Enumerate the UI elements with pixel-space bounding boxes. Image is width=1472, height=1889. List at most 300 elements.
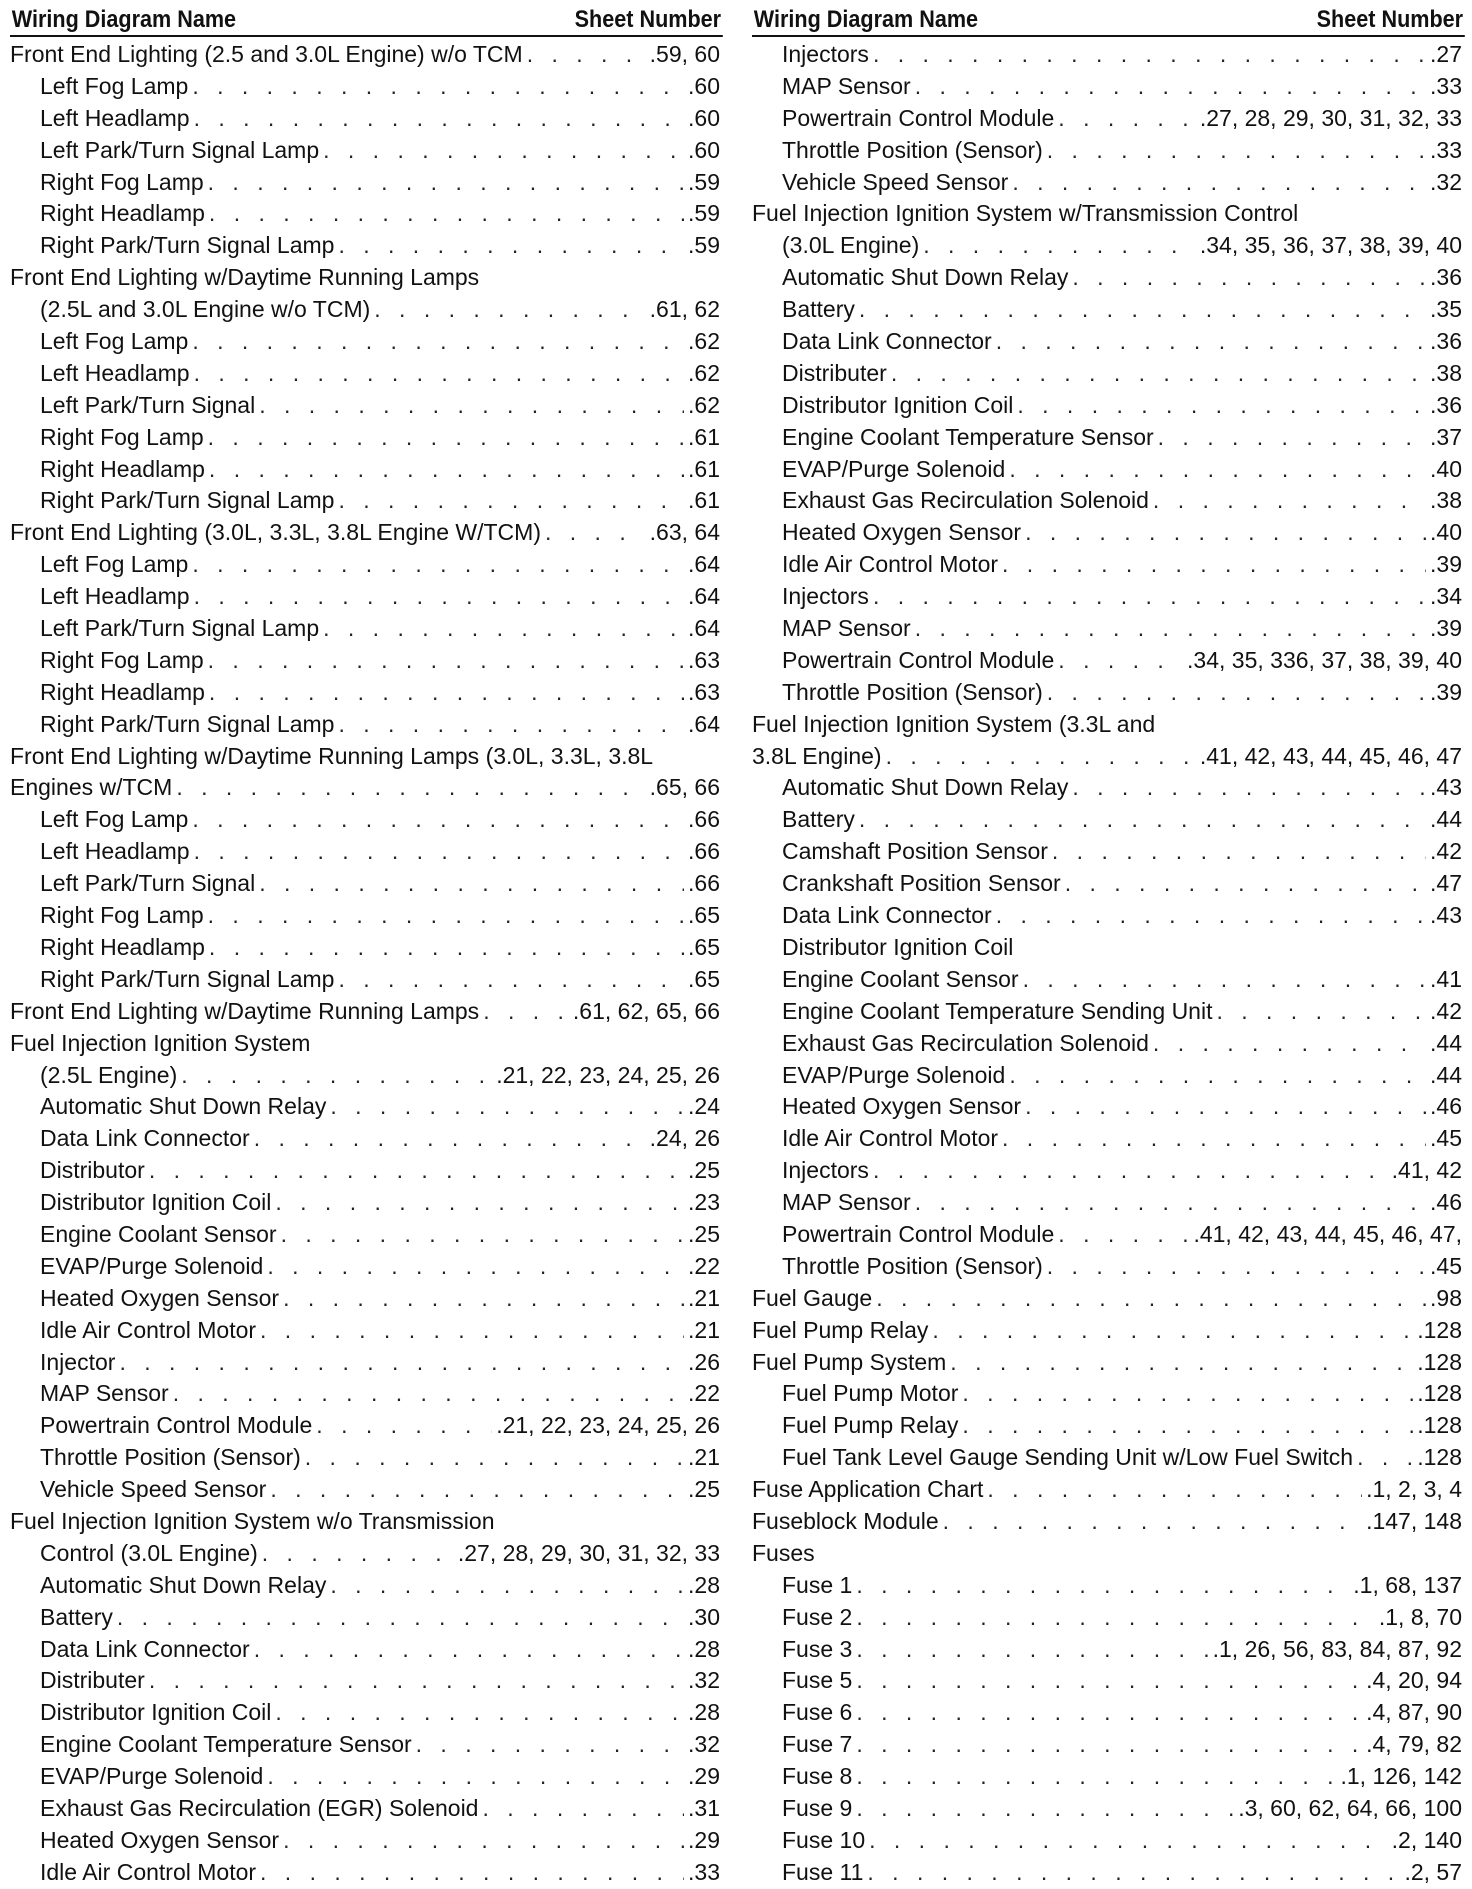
entry-name: EVAP/Purge Solenoid [40, 1252, 264, 1279]
entry-sheet-number: .28 [688, 1571, 720, 1598]
entry-name: Distributor Ignition Coil [782, 391, 1014, 418]
index-subentry [10, 1793, 720, 1825]
entry-sheet-number: .28 [688, 1699, 720, 1726]
dot-leader [873, 581, 1426, 613]
entry-name: Exhaust Gas Recirculation (EGR) Solenoid [40, 1794, 479, 1821]
dot-leader [330, 1091, 684, 1123]
index-subentry [10, 677, 720, 709]
entry-sheet-number: .65 [688, 902, 720, 929]
dot-leader [176, 772, 645, 804]
entry-sheet-number: .128 [1417, 1412, 1462, 1439]
entry-name: Front End Lighting w/Daytime Running Lamps (3.0L, 3.3L, 3.8L [10, 742, 654, 769]
entry-sheet-number: .1, 2, 3, 4 [1366, 1476, 1462, 1503]
index-entry [752, 1315, 1462, 1347]
index-subentry [752, 900, 1462, 932]
dot-leader [932, 1315, 1413, 1347]
header-diagram-name: Wiring Diagram Name [753, 6, 979, 33]
entry-name: Left Park/Turn Signal [40, 870, 256, 897]
index-subentry [752, 103, 1462, 135]
entry-sheet-number: .27, 28, 29, 30, 31, 32, 33 [457, 1539, 720, 1566]
entry-sheet-number: .35 [1430, 296, 1462, 323]
dot-leader [416, 1729, 684, 1761]
entry-sheet-number: .24 [688, 1093, 720, 1120]
entry-sheet-number: .45 [1430, 1252, 1462, 1279]
dot-leader [275, 1187, 684, 1219]
index-subentry [10, 135, 720, 167]
entry-name: Heated Oxygen Sensor [782, 1093, 1022, 1120]
index-entry [10, 996, 720, 1028]
entry-sheet-number: .32 [1430, 168, 1462, 195]
index-subentry [752, 1378, 1462, 1410]
index-entry [10, 772, 720, 804]
index-entry [10, 517, 720, 549]
entry-name: MAP Sensor [782, 615, 911, 642]
entry-sheet-number: .4, 79, 82 [1366, 1731, 1462, 1758]
dot-leader [856, 1570, 1349, 1602]
index-subentry [10, 1474, 720, 1506]
dot-leader [192, 71, 684, 103]
index-subentry [752, 996, 1462, 1028]
index-subentry [10, 964, 720, 996]
index-subentry [10, 1251, 720, 1283]
dot-leader [267, 1251, 684, 1283]
entry-name: Powertrain Control Module [782, 104, 1055, 131]
entry-name: Distributor [40, 1157, 145, 1184]
entry-sheet-number: .98 [1430, 1284, 1462, 1311]
entry-sheet-number: .128 [1417, 1316, 1462, 1343]
index-subentry [10, 1187, 720, 1219]
entry-sheet-number: .43 [1430, 902, 1462, 929]
dot-leader [923, 230, 1196, 262]
entry-name: Left Park/Turn Signal Lamp [40, 136, 320, 163]
entry-sheet-number: .26 [688, 1348, 720, 1375]
entry-sheet-number: .39 [1430, 615, 1462, 642]
dot-leader [338, 485, 684, 517]
entry-sheet-number: .1, 126, 142 [1340, 1763, 1462, 1790]
index-entry [10, 1028, 720, 1060]
dot-leader [1009, 1060, 1426, 1092]
entry-name: Fuel Tank Level Gauge Sending Unit w/Low Fuel Switch [782, 1444, 1354, 1471]
dot-leader [856, 1793, 1234, 1825]
entry-sheet-number: .42 [1430, 838, 1462, 865]
index-subentry [752, 613, 1462, 645]
entry-sheet-number: .34, 35, 36, 37, 38, 39, 40 [1199, 232, 1462, 259]
entry-name: Fuel Pump Relay [782, 1412, 959, 1439]
index-subentry [752, 1729, 1462, 1761]
dot-leader [1017, 390, 1426, 422]
dot-leader [527, 39, 646, 71]
index-subentry [752, 964, 1462, 996]
entry-sheet-number: .59, 60 [649, 41, 720, 67]
entry-name: Left Headlamp [40, 104, 190, 131]
dot-leader [194, 103, 684, 135]
index-subentry [752, 358, 1462, 390]
entry-name: Data Link Connector [782, 328, 992, 355]
entry-sheet-number: .62 [688, 328, 720, 355]
entry-name: Fuse Application Chart [752, 1476, 984, 1503]
dot-leader [149, 1665, 684, 1697]
index-subentry [752, 932, 1462, 964]
index-subentry [10, 1155, 720, 1187]
index-subentry [752, 135, 1462, 167]
entry-name: Fuel Injection Ignition System [10, 1029, 311, 1056]
dot-leader [275, 1697, 684, 1729]
index-subentry [752, 485, 1462, 517]
index-subentry [10, 454, 720, 486]
entry-sheet-number: .147, 148 [1366, 1507, 1462, 1534]
entry-name: Right Park/Turn Signal Lamp [40, 232, 335, 259]
dot-leader [996, 326, 1426, 358]
dot-leader [1025, 517, 1426, 549]
entry-name: Idle Air Control Motor [782, 1125, 999, 1152]
entry-name: Injectors [782, 1157, 869, 1184]
index-subentry [10, 1697, 720, 1729]
entry-name: Heated Oxygen Sensor [782, 519, 1022, 546]
entry-sheet-number: .38 [1430, 359, 1462, 386]
index-subentry [10, 581, 720, 613]
index-subentry [10, 1123, 720, 1155]
entry-name: Powertrain Control Module [782, 646, 1055, 673]
index-subentry [752, 1793, 1462, 1825]
entry-sheet-number: .21 [688, 1444, 720, 1471]
entry-sheet-number: .2, 57 [1404, 1858, 1462, 1885]
entry-name: Right Park/Turn Signal Lamp [40, 965, 335, 992]
entry-name: Fuse 7 [782, 1731, 853, 1758]
entry-sheet-number: .32 [688, 1731, 720, 1758]
entry-name: (3.0L Engine) [782, 232, 920, 259]
entry-name: Throttle Position (Sensor) [40, 1444, 301, 1471]
entry-sheet-number: .60 [688, 104, 720, 131]
dot-leader [1009, 454, 1426, 486]
dot-leader [323, 135, 684, 167]
dot-leader [1072, 262, 1426, 294]
dot-leader [260, 1857, 684, 1889]
entry-sheet-number: .61, 62, 65, 66 [572, 997, 720, 1024]
dot-leader [194, 358, 684, 390]
index-subentry [10, 1219, 720, 1251]
index-subentry [10, 485, 720, 517]
entry-name: Exhaust Gas Recirculation Solenoid [782, 1029, 1149, 1056]
entry-name: Distributor Ignition Coil [40, 1189, 272, 1216]
dot-leader [943, 1506, 1362, 1538]
dot-leader [869, 1825, 1388, 1857]
index-subentry [10, 1060, 720, 1092]
entry-sheet-number: .61, 62 [649, 296, 720, 323]
entry-sheet-number: .63 [688, 678, 720, 705]
index-entry [10, 39, 720, 71]
entry-name: Fuel Gauge [752, 1284, 873, 1311]
entry-sheet-number: .65 [688, 965, 720, 992]
entry-name: Fuse 8 [782, 1763, 853, 1790]
dot-leader [338, 709, 684, 741]
entry-name: Right Headlamp [40, 455, 205, 482]
dot-leader [374, 294, 645, 326]
dot-leader [209, 454, 684, 486]
dot-leader [254, 1123, 646, 1155]
entry-sheet-number: .27 [1430, 41, 1462, 67]
dot-leader [259, 868, 684, 900]
index-subentry [752, 1251, 1462, 1283]
dot-leader [915, 613, 1426, 645]
entry-name: Engine Coolant Sensor [782, 965, 1019, 992]
entry-name: Automatic Shut Down Relay [40, 1093, 327, 1120]
index-subentry [752, 1155, 1462, 1187]
index-subentry [752, 1410, 1462, 1442]
index-subentry [752, 868, 1462, 900]
entry-sheet-number: .38 [1430, 487, 1462, 514]
entry-name: Left Park/Turn Signal Lamp [40, 615, 320, 642]
entry-sheet-number: .44 [1430, 1061, 1462, 1088]
index-subentry [752, 1123, 1462, 1155]
index-subentry [10, 422, 720, 454]
dot-leader [1002, 549, 1426, 581]
index-subentry [10, 1538, 720, 1570]
entry-name: Fuse 9 [782, 1794, 853, 1821]
index-subentry [10, 1378, 720, 1410]
dot-leader [208, 167, 684, 199]
header-diagram-name: Wiring Diagram Name [11, 6, 237, 33]
entry-name: Data Link Connector [782, 902, 992, 929]
dot-leader [208, 645, 684, 677]
entry-name: Fuse 11 [782, 1858, 864, 1885]
index-subentry [10, 645, 720, 677]
entry-name: Distributor Ignition Coil [40, 1699, 272, 1726]
dot-leader [859, 294, 1426, 326]
entry-name: Powertrain Control Module [782, 1220, 1055, 1247]
index-subentry [752, 390, 1462, 422]
dot-leader [545, 517, 646, 549]
entry-sheet-number: .25 [688, 1157, 720, 1184]
index-subentry [752, 645, 1462, 677]
dot-leader [283, 1825, 684, 1857]
index-subentry [10, 71, 720, 103]
entry-sheet-number: .61 [688, 423, 720, 450]
entry-sheet-number: .39 [1430, 678, 1462, 705]
entry-sheet-number: .60 [688, 136, 720, 163]
index-subentry [752, 230, 1462, 262]
entry-sheet-number: .41, 42, 43, 44, 45, 46, 47 [1199, 742, 1462, 769]
index-subentry [10, 1761, 720, 1793]
dot-leader [173, 1378, 684, 1410]
entry-name: Battery [40, 1603, 113, 1630]
entry-sheet-number: .60 [688, 72, 720, 99]
entry-name: Right Park/Turn Signal Lamp [40, 710, 335, 737]
entry-sheet-number: .37 [1430, 423, 1462, 450]
index-subentry [752, 581, 1462, 613]
entry-sheet-number: .45 [1430, 1125, 1462, 1152]
entry-name: Front End Lighting w/Daytime Running Lamps [10, 997, 480, 1024]
entry-name: EVAP/Purge Solenoid [40, 1763, 264, 1790]
index-subentry [752, 549, 1462, 581]
index-subentry [752, 1761, 1462, 1793]
index-subentry [752, 804, 1462, 836]
entry-sheet-number: .33 [1430, 72, 1462, 99]
entry-name: Left Park/Turn Signal [40, 391, 256, 418]
entry-name: Idle Air Control Motor [782, 551, 999, 578]
entry-name: Engine Coolant Sensor [40, 1220, 277, 1247]
dot-leader [267, 1761, 684, 1793]
entry-sheet-number: .59 [688, 232, 720, 259]
dot-leader [987, 1474, 1362, 1506]
dot-leader [316, 1410, 492, 1442]
entry-name: Right Park/Turn Signal Lamp [40, 487, 335, 514]
dot-leader [149, 1155, 684, 1187]
entry-name: Distributor Ignition Coil [782, 933, 1014, 960]
entry-sheet-number: .33 [688, 1858, 720, 1885]
dot-leader [886, 741, 1196, 773]
dot-leader [867, 1857, 1400, 1889]
dot-leader [1153, 1028, 1426, 1060]
entry-sheet-number: .25 [688, 1220, 720, 1247]
dot-leader [209, 198, 684, 230]
entry-name: Battery [782, 806, 855, 833]
index-subentry [10, 1410, 720, 1442]
index-entry [752, 198, 1462, 230]
entry-name: Vehicle Speed Sensor [40, 1476, 267, 1503]
entry-name: Front End Lighting w/Daytime Running Lamps [10, 264, 480, 291]
entry-name: Engine Coolant Temperature Sensor [782, 423, 1154, 450]
entry-sheet-number: .41 [1430, 965, 1462, 992]
entry-name: Automatic Shut Down Relay [40, 1571, 327, 1598]
index-subentry [10, 613, 720, 645]
entry-name: Camshaft Position Sensor [782, 838, 1048, 865]
index-subentry [752, 1665, 1462, 1697]
entry-name: Data Link Connector [40, 1635, 250, 1662]
dot-leader [260, 1315, 684, 1347]
entry-sheet-number: .40 [1430, 519, 1462, 546]
index-subentry [10, 1634, 720, 1666]
dot-leader [1153, 485, 1426, 517]
index-subentry [10, 709, 720, 741]
entry-sheet-number: .61 [688, 487, 720, 514]
index-subentry [10, 1570, 720, 1602]
index-subentry [752, 39, 1462, 71]
index-subentry [10, 900, 720, 932]
index-entry [10, 262, 720, 294]
dot-leader [209, 677, 684, 709]
entry-name: Right Fog Lamp [40, 423, 204, 450]
entry-sheet-number: .1, 8, 70 [1378, 1603, 1462, 1630]
entry-sheet-number: .61 [688, 455, 720, 482]
index-subentry [10, 868, 720, 900]
index-subentry [752, 1442, 1462, 1474]
entry-name: Right Fog Lamp [40, 168, 204, 195]
entry-sheet-number: .41, 42 [1391, 1157, 1462, 1184]
entry-name: Fuse 10 [782, 1826, 866, 1853]
entry-sheet-number: .21 [688, 1284, 720, 1311]
entry-sheet-number: .64 [688, 615, 720, 642]
entry-sheet-number: .63 [688, 646, 720, 673]
entry-name: Left Headlamp [40, 359, 190, 386]
entry-sheet-number: .59 [688, 168, 720, 195]
entry-sheet-number: .64 [688, 551, 720, 578]
entry-sheet-number: .47 [1430, 870, 1462, 897]
entry-name: Heated Oxygen Sensor [40, 1826, 280, 1853]
dot-leader [259, 390, 684, 422]
entry-name: EVAP/Purge Solenoid [782, 455, 1006, 482]
index-subentry [752, 294, 1462, 326]
entry-sheet-number: .34, 35, 336, 37, 38, 39, 40 [1187, 646, 1462, 673]
entry-name: Fuel Injection Ignition System (3.3L and [752, 710, 1156, 737]
dot-leader [194, 581, 684, 613]
dot-leader [915, 1187, 1426, 1219]
index-subentry [752, 167, 1462, 199]
entry-sheet-number: .21, 22, 23, 24, 25, 26 [496, 1061, 720, 1088]
entry-name: Fuses [752, 1539, 815, 1566]
entry-name: Fuel Injection Ignition System w/Transmission Control [752, 200, 1299, 227]
entry-sheet-number: .63, 64 [649, 519, 720, 546]
entry-name: Fuse 5 [782, 1667, 853, 1694]
index-subentry [10, 1315, 720, 1347]
entry-sheet-number: .3, 60, 62, 64, 66, 100 [1238, 1794, 1462, 1821]
dot-leader [262, 1538, 454, 1570]
entry-name: Fuel Pump Motor [782, 1380, 959, 1407]
entry-name: Right Fog Lamp [40, 902, 204, 929]
entry-sheet-number: .32 [688, 1667, 720, 1694]
dot-leader [338, 230, 684, 262]
index-subentry [10, 804, 720, 836]
index-subentry [752, 677, 1462, 709]
entry-sheet-number: .40 [1430, 455, 1462, 482]
index-subentry [752, 836, 1462, 868]
entry-name: MAP Sensor [40, 1380, 169, 1407]
entry-sheet-number: .21, 22, 23, 24, 25, 26 [496, 1412, 720, 1439]
index-subentry [10, 932, 720, 964]
entry-name: Distributer [40, 1667, 145, 1694]
dot-leader [1058, 1219, 1189, 1251]
dot-leader [1012, 167, 1426, 199]
dot-leader [1025, 1091, 1426, 1123]
entry-name: Exhaust Gas Recirculation Solenoid [782, 487, 1149, 514]
dot-leader [1058, 645, 1183, 677]
index-entry [10, 741, 720, 773]
entry-sheet-number: .1, 26, 56, 83, 84, 87, 92 [1212, 1635, 1462, 1662]
entry-name: 3.8L Engine) [752, 742, 882, 769]
dot-leader [962, 1410, 1413, 1442]
entry-name: Throttle Position (Sensor) [782, 1252, 1043, 1279]
index-subentry [10, 326, 720, 358]
index-entry [752, 709, 1462, 741]
entry-sheet-number: .64 [688, 583, 720, 610]
entry-name: Left Fog Lamp [40, 328, 189, 355]
entry-sheet-number: .23 [688, 1189, 720, 1216]
entry-name: Control (3.0L Engine) [40, 1539, 258, 1566]
entry-name: Throttle Position (Sensor) [782, 136, 1043, 163]
index-subentry [10, 358, 720, 390]
dot-leader [192, 804, 684, 836]
dot-leader [1052, 836, 1426, 868]
entry-name: Fuel Pump Relay [752, 1316, 929, 1343]
dot-leader [1023, 964, 1426, 996]
index-subentry [752, 1060, 1462, 1092]
index-subentry [10, 390, 720, 422]
entry-sheet-number: .1, 68, 137 [1353, 1571, 1462, 1598]
dot-leader [338, 964, 684, 996]
index-subentry [752, 1634, 1462, 1666]
entry-name: Vehicle Speed Sensor [782, 168, 1009, 195]
entry-name: (2.5L and 3.0L Engine w/o TCM) [40, 296, 371, 323]
dot-leader [856, 1665, 1362, 1697]
dot-leader [856, 1729, 1362, 1761]
header-sheet-number: Sheet Number [1316, 6, 1464, 33]
index-subentry [752, 454, 1462, 486]
entry-sheet-number: .25 [688, 1476, 720, 1503]
dot-leader [891, 358, 1426, 390]
entry-name: Battery [782, 296, 855, 323]
dot-leader [283, 1283, 684, 1315]
entry-name: Fuel Pump System [752, 1348, 947, 1375]
dot-leader [962, 1378, 1413, 1410]
